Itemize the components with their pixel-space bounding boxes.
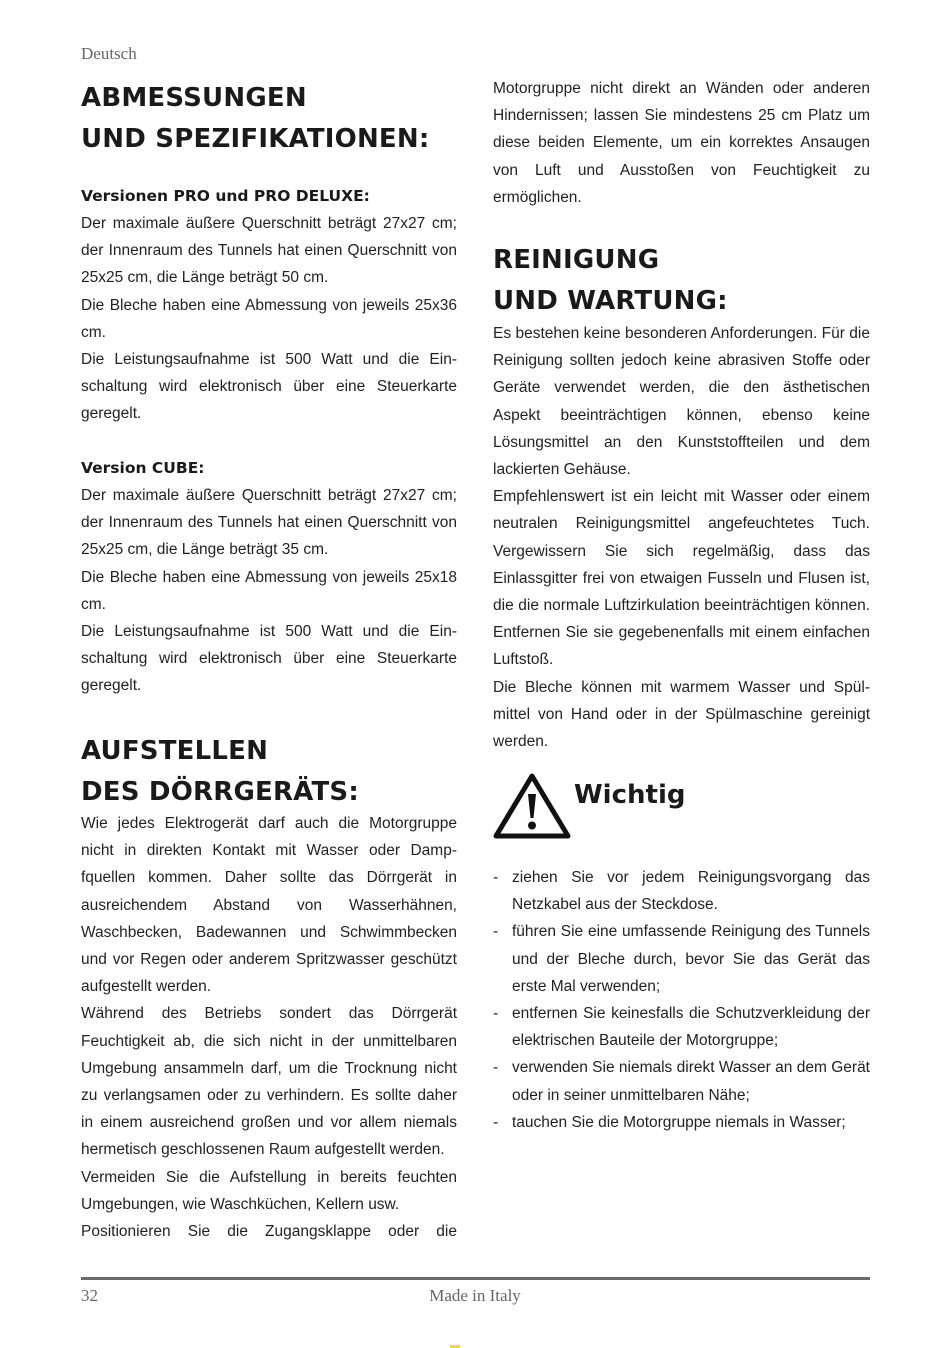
title-line: AUFSTELLEN (81, 736, 269, 766)
section-title-setup (81, 731, 457, 813)
warning-header (493, 772, 870, 840)
cleaning-body (493, 320, 870, 755)
subsection-cube (81, 455, 457, 700)
language-label: Deutsch (81, 44, 137, 63)
warning-box (493, 772, 870, 840)
made-in-label: Made in Italy (429, 1286, 521, 1305)
paragraph: Die Bleche können mit warmem Wasser und Spülmittel von Hand oder in der Spülmaschine gereinigt werden. (493, 678, 870, 751)
subsection-pro (81, 183, 457, 428)
title-line: REINIGUNG (493, 245, 660, 275)
paragraph: Die Bleche haben eine Abmessung von jeweils 25x36 cm. (81, 296, 457, 341)
paragraph: Die Leistungsaufnahme ist 500 Watt und die Einschaltung wird elektronisch über eine Steuerkarte geregelt. (81, 623, 457, 695)
title-line: UND SPEZIFIKATIONEN: (81, 124, 430, 154)
paragraph: Motorgruppe nicht direkt an Wänden oder anderen Hindernissen; lassen Sie mindestens 25 cm Platz um diese beiden Elemente, um ein korrektes Ansaugen von Luft und Ausstoßen von Feuchtigkeit zu ermöglichen. (493, 80, 870, 206)
list-item: - tauchen Sie die Motorgruppe niemals in Wasser; (493, 1109, 870, 1136)
paragraph: Während des Betriebs sondert das Dörrgerät Feuchtigkeit ab, die sich nicht in der unmittelbaren Umgebung ansammeln darf, um die Trocknung nicht zu verlangsamen oder zu verhindern. Es sollte daher in einem ausreichend großen und vor allem niemals hermetisch geschlossenen Raum aufgestellt werden. (81, 1005, 457, 1159)
list-item: - ziehen Sie vor jedem Reinigungsvorgang das Netzkabel aus der Steckdose. (493, 864, 870, 918)
list-item: - verwenden Sie niemals direkt Wasser an dem Gerät oder in seiner unmittelbaren Nähe; (493, 1054, 870, 1108)
paragraph: Positionieren Sie die Zugangsklappe oder die (81, 1223, 457, 1241)
subheading-cube: Version CUBE: (81, 459, 205, 477)
setup-continued (493, 75, 870, 211)
paragraph: Vermeiden Sie die Aufstellung in bereits feuchten Umgebungen, wie Waschküchen, Kellern usw. (81, 1168, 457, 1213)
page-number: 32 (81, 1286, 98, 1305)
paragraph: Die Leistungsaufnahme ist 500 Watt und die Einschaltung wird elektronisch über eine Steuerkarte geregelt. (81, 351, 457, 423)
section-title-dimensions (81, 78, 457, 160)
footer-divider (81, 1277, 870, 1280)
title-line: UND WARTUNG: (493, 286, 728, 316)
section-title-cleaning (493, 240, 870, 322)
paragraph: Der maximale äußere Querschnitt beträgt 27x27 cm; der Innenraum des Tunnels hat einen Querschnitt von 25x25 cm, die Länge beträgt 35 cm. (81, 487, 457, 559)
paragraph: Wie jedes Elektrogerät darf auch die Motorgruppe nicht in direkten Kontakt mit Wasser oder Dampfquellen kommen. Daher sollte das Dörrgerät in ausreichendem Abstand von Wasserhähnen, Waschbecken, Badewannen und Schwimmbecken und vor Regen oder anderem Spritzwasser geschützt aufgestellt werden. (81, 815, 457, 996)
warning-title: Wichtig (574, 780, 686, 810)
subheading-pro: Versionen PRO und PRO DELUXE: (81, 187, 370, 205)
section-setup (81, 731, 457, 813)
section-dimensions (81, 78, 457, 160)
section-cleaning (493, 240, 870, 322)
title-line: ABMESSUNGEN (81, 83, 307, 113)
paragraph: Der maximale äußere Querschnitt beträgt 27x27 cm; der Innenraum des Tunnels hat einen Querschnitt von 25x25 cm, die Länge beträgt 50 cm. (81, 215, 457, 287)
warning-triangle-icon (493, 772, 571, 840)
warning-list (493, 864, 870, 1136)
title-line: DES DÖRRGERÄTS: (81, 777, 359, 807)
paragraph: Empfehlenswert ist ein leicht mit Wasser oder einem neutralen Reinigungsmittel angefeuchtetes Tuch. Vergewissern Sie sich regelmäßig, dass das Einlassgitter frei von etwaigen Fusseln und Flusen ist, die die normale Luftzirkulation beeinträchtigen können. Entfernen Sie sie gegebenenfalls mit einem einfachen Luftstoß. (493, 488, 870, 669)
list-item: - entfernen Sie keinesfalls die Schutzverkleidung der elektrischen Bauteile der Motorgruppe; (493, 1000, 870, 1054)
paragraph: Es bestehen keine besonderen Anforderungen. Für die Reinigung sollten jedoch keine abrasiven Stoffe oder Geräte verwendet werden, die den ästhetischen Aspekt beeinträchtigen können, ebenso keine Lösungsmittel an den Kunststoffteilen und dem lackierten Gehäuse. (493, 325, 870, 479)
list-item: - führen Sie eine umfassende Reinigung des Tunnels und der Bleche durch, bevor Sie das Gerät das erste Mal verwenden; (493, 918, 870, 1000)
setup-body (81, 810, 457, 1245)
paragraph: Die Bleche haben eine Abmessung von jeweils 25x18 cm. (81, 568, 457, 613)
